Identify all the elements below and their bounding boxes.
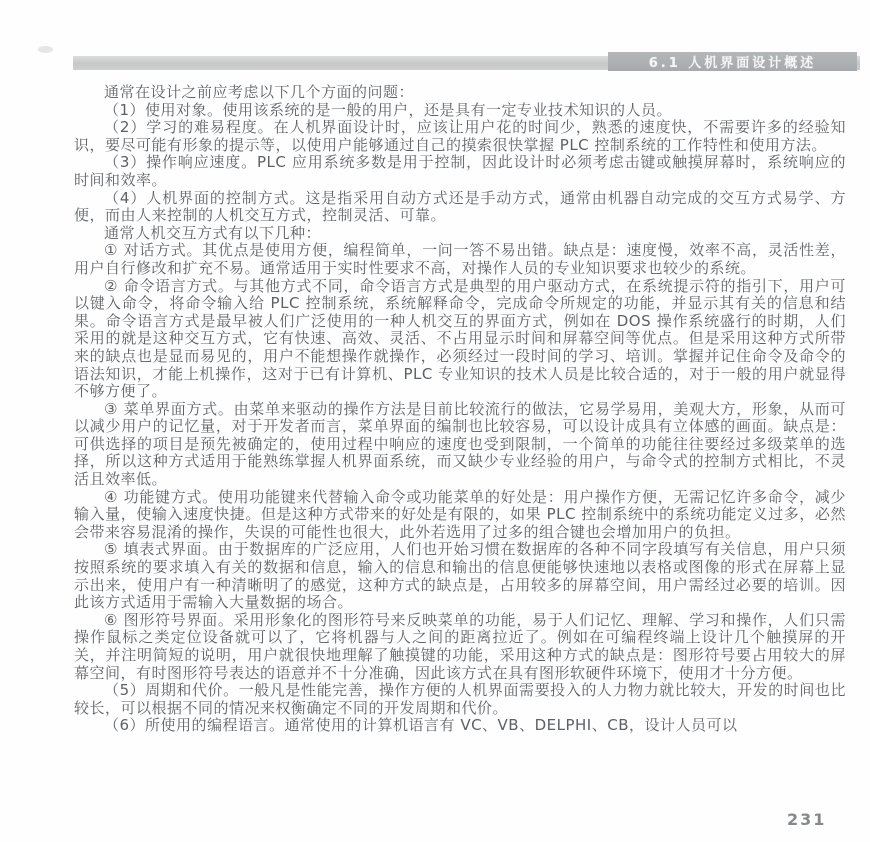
paragraph: （1）使用对象。使用该系统的是一般的用户，还是具有一定专业技术知识的人员。: [104, 100, 673, 119]
paragraph: （5）周期和代价。一般凡是性能完善，操作方便的人机界面需要投入的人力物力就比较大，开发的时间也比较长，可以根据不同的情况来权衡确定不同的开发周期和代价。: [74, 681, 846, 717]
paragraph: ③ 菜单界面方式。由菜单来驱动的操作方法是目前比较流行的做法，它易学易用，美观大方，形象，从而可以减少用户的记忆量，对于开发者而言，菜单界面的编制也比较容易，可以设计成具有立体感的画面。缺点是：可供选择的项目是预先被确定的，使用过程中响应的速度也受到限制，一个简单的功能往往要经过多级菜单的选择，所以这种方式适用于能熟练掌握人机界面系统，而又缺少专业经验的用户，与命令式的控制方式相比，不灵活且效率低。: [74, 399, 846, 489]
paragraph: ④ 功能键方式。使用功能键来代替输入命令或功能菜单的好处是：用户操作方便，无需记忆许多命令，减少输入量，使输入速度快捷。但是这种方式带来的好处是有限的，如果 PLC 控制系统中的系统功能定义过多，必然会带来容易混淆的操作，失误的可能性也很大，此外若选用了过多的组合键也会增加用户的负担。: [74, 487, 846, 541]
paragraph: ① 对话方式。其优点是使用方便，编程简单，一问一答不易出错。缺点是：速度慢，效率不高，灵活性差，用户自行修改和扩充不易。通常适用于实时性要求不高，对操作人员的专业知识要求也较少的系统。: [74, 241, 846, 277]
paragraph: （3）操作响应速度。PLC 应用系统多数是用于控制，因此设计时必须考虑击键或触摸屏幕时，系统响应的时间和效率。: [74, 153, 846, 189]
paragraph: ② 命令语言方式。与其他方式不同，命令语言方式是典型的用户驱动方式，在系统提示符的指引下，用户可以键入命令，将命令输入给 PLC 控制系统，系统解释命令，完成命令所规定的功能，并显示其有关的信息和结果。命令语言方式是最早被人们广泛使用的一种人机交互的界面方式，例如在 DOS 操作系统盛行的时期，人们采用的就是这种交互方式，它有快速、高效、灵活、不占用显示时间和屏幕空间等优点。但是采用这种方式所带来的缺点也是显而易见的，用户不能想操作就操作，必须经过一段时间的学习、培训。掌握并记住命令及命令的语法知识，才能上机操作，这对于已有计算机、PLC 专业知识的技术人员是比较合适的，对于一般的用户就显得不够方便了。: [74, 276, 846, 401]
paragraph: 通常人机交互方式有以下几种：: [104, 223, 322, 242]
page-number: 231: [787, 810, 827, 829]
paragraph: 通常在设计之前应考虑以下几个方面的问题：: [104, 83, 415, 101]
scan-smudge: [38, 46, 53, 53]
paragraph: （4）人机界面的控制方式。这是指采用自动方式还是手动方式，通常由机器自动完成的交互方式易学、方便，而由人来控制的人机交互方式，控制灵活、可靠。: [74, 188, 846, 225]
body-text: [74, 84, 846, 735]
paragraph: （2）学习的难易程度。在人机界面设计时，应该让用户花的时间少，熟悉的速度快，不需要许多的经验知识，要尽可能有形象的提示等，以使用户能够通过自己的摸索很快掌握 PLC 控制系统的工作特性和使用方法。: [74, 118, 846, 154]
section-header-title: 6.1 人机界面设计概述: [648, 56, 817, 71]
paragraph: ⑥ 图形符号界面。采用形象化的图形符号来反映菜单的功能，易于人们记忆、理解、学习和操作，人们只需操作鼠标之类定位设备就可以了，它将机器与人之间的距离拉近了。例如在可编程终端上设计几个触摸屏的开关，并注明简短的说明，用户就很快地理解了触摸键的功能，采用这种方式的缺点是：图形符号要占用较大的屏幕空间，有时图形符号表达的语意并不十分准确，因此该方式在具有图形软硬件环境下，使用才十分方便。: [74, 610, 846, 682]
paragraph: ⑤ 填表式界面。由于数据库的广泛应用，人们也开始习惯在数据库的各种不同字段填写有关信息，用户只须按照系统的要求填入有关的数据和信息，输入的信息和输出的信息便能够快速地以表格或图像的形式在屏幕上显示出来，使用户有一种清晰明了的感觉，这种方式的缺点是，占用较多的屏幕空间，用户需经过必要的培训。因此该方式适用于需输入大量数据的场合。: [74, 540, 846, 612]
paragraph: （6）所使用的编程语言。通常使用的计算机语言有 VC、VB、DELPHI、CB，设计人员可以: [104, 716, 738, 735]
section-header-tab: [608, 52, 857, 71]
